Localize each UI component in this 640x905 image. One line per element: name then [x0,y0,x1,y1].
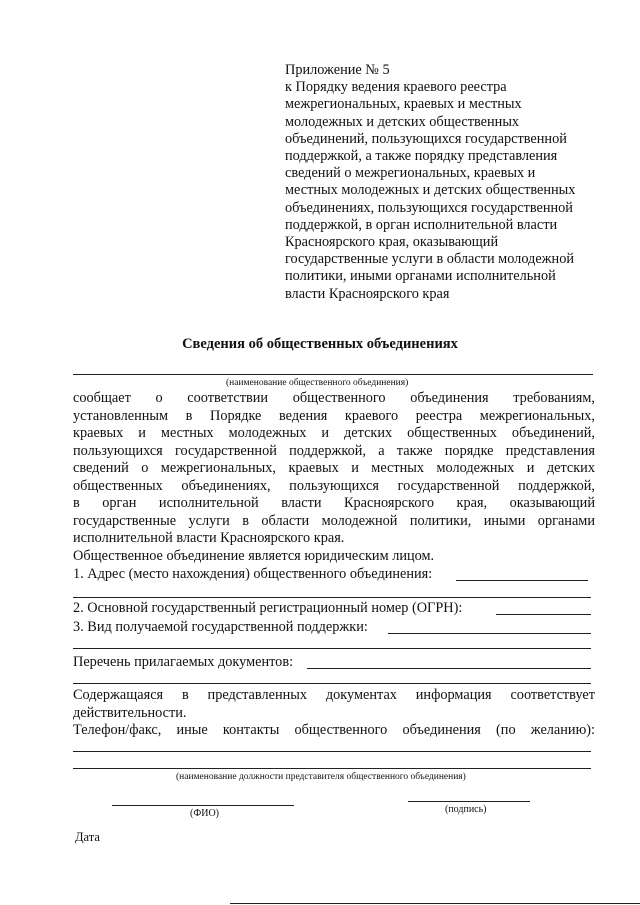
date-label: Дата [75,830,100,844]
body-line: общественных объединениях, пользующихся государственной поддержкой, [73,477,595,494]
support-type-field[interactable] [388,633,591,634]
body-line: сведений о межрегиональных, краевых и местных молодежных и детских [73,460,595,476]
body-line: сообщает о соответствии общественного объединения требованиям, [73,390,595,406]
appendix-line: сведений о межрегиональных, краевых и [285,165,536,182]
org-name-caption: (наименование общественного объединения) [226,378,409,388]
confirmation-paragraph [73,687,595,722]
position-caption: (наименование должности представителя общественного объединения) [176,772,466,782]
signature-caption: (подпись) [445,804,487,815]
appendix-line: государственные услуги в области молодежной [285,251,575,268]
documents-label: Перечень прилагаемых документов: [73,654,294,670]
appendix-line: объединениях, пользующихся государственной [285,199,573,216]
fio-field[interactable] [112,805,294,806]
appendix-line: объединений, пользующихся государственной [285,130,567,147]
confirmation-line: действительности. [73,704,187,721]
appendix-line: к Порядку ведения краевого реестра [285,79,507,96]
appendix-line: поддержкой, в орган исполнительной власти [285,216,558,233]
legal-entity-statement: Общественное объединение является юридическим лицом. [73,547,435,564]
address-label: 1. Адрес (место нахождения) общественного объединения: [73,566,433,582]
body-line: исполнительной власти Красноярского края. [73,530,345,546]
ogrn-label: 2. Основной государственный регистрационный номер (ОГРН): [73,600,463,616]
appendix-line: местных молодежных и детских общественных [285,182,576,199]
support-type-field-continuation[interactable] [73,648,591,649]
support-type-label: 3. Вид получаемой государственной поддержки: [73,619,368,635]
body-line: краевых и местных молодежных и детских общественных объединений, [73,425,595,441]
contacts-label: Телефон/факс, иные контакты общественного объединения (по желанию): [73,722,595,738]
body-line: установленным в Порядке ведения краевого реестра межрегиональных, [73,407,595,424]
contacts-paragraph [73,722,595,740]
documents-field-continuation[interactable] [73,683,591,684]
org-name-line [73,374,593,375]
appendix-line: политики, иными органами исполнительной [285,268,556,285]
position-field[interactable] [73,768,591,769]
appendix-line: Приложение № 5 [285,62,390,78]
documents-field[interactable] [307,668,591,669]
signature-field[interactable] [408,801,530,802]
appendix-line: Красноярского края, оказывающий [285,234,499,251]
body-line: государственные услуги в области молодежной политики, иными органами [73,512,595,529]
address-field[interactable] [456,580,588,581]
appendix-line: межрегиональных, краевых и местных [285,96,522,113]
appendix-line: поддержкой, а также порядку представления [285,148,558,165]
contacts-field[interactable] [73,751,591,752]
appendix-line: молодежных и детских общественных [285,113,520,130]
fio-caption: (ФИО) [190,808,220,819]
body-line: пользующихся государственной поддержкой, а также порядке представления [73,442,595,459]
appendix-header [285,62,605,303]
address-field-continuation[interactable] [73,597,591,598]
ogrn-field[interactable] [496,614,591,615]
appendix-line: власти Красноярского края [285,285,450,302]
body-paragraph [73,390,595,565]
bottom-divider [230,903,640,904]
body-line: в орган исполнительной власти Красноярского края, оказывающий [73,495,595,511]
document-title: Сведения об общественных объединениях [182,336,458,352]
confirmation-line: Содержащаяся в представленных документах информация соответствует [73,687,595,703]
